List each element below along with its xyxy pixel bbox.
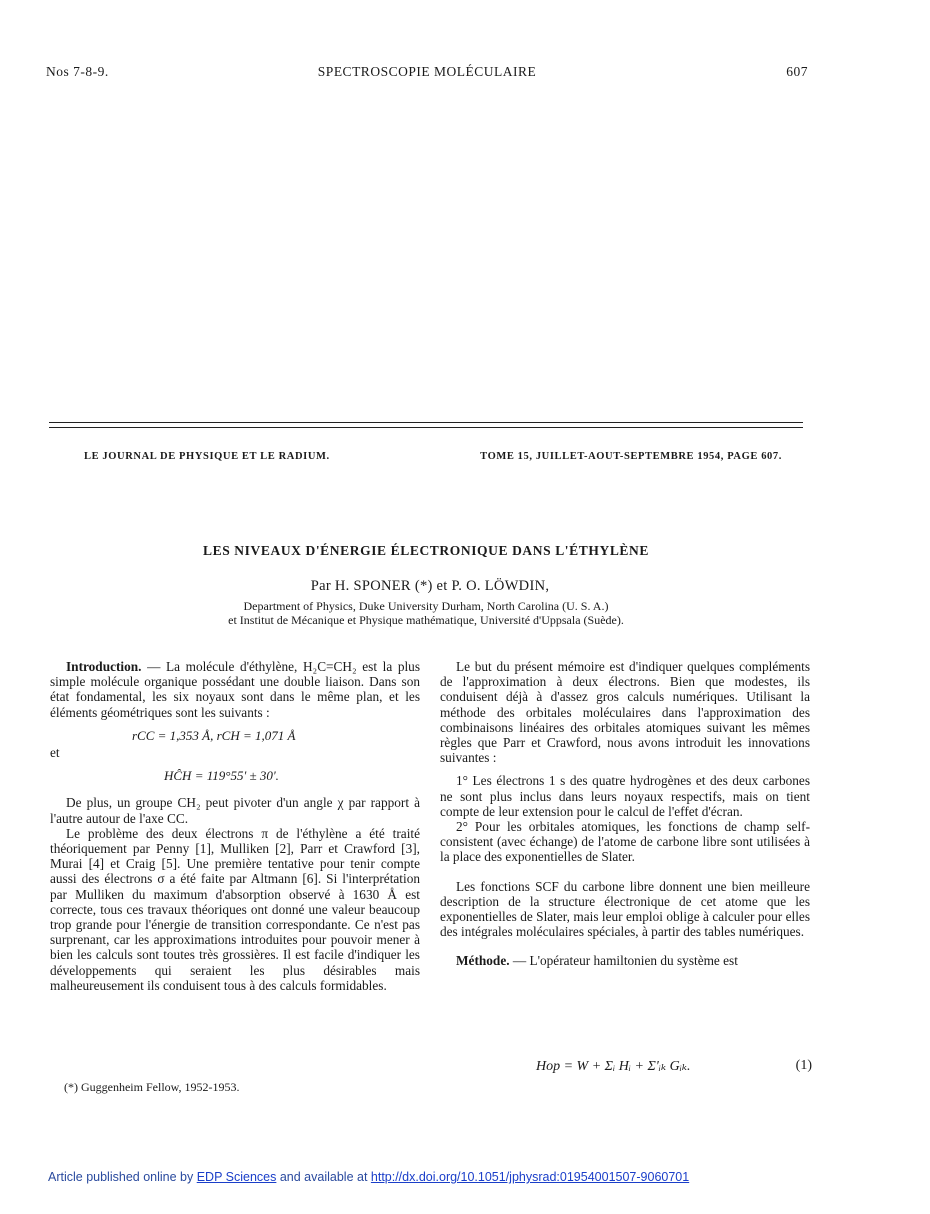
affiliation-uppsala: et Institut de Mécanique et Physique mathématique, Université d'Uppsala (Suède). bbox=[228, 613, 624, 627]
hamiltonian-expression: Hop = W + Σᵢ Hᵢ + Σ'ᵢₖ Gᵢₖ. bbox=[536, 1059, 691, 1074]
methode-heading: Méthode. bbox=[456, 953, 510, 969]
doi-link[interactable]: http://dx.doi.org/10.1051/jphysrad:01954001507-9060701 bbox=[370, 1170, 690, 1184]
header-rule-bottom bbox=[49, 427, 803, 428]
article-title: LES NIVEAUX D'ÉNERGIE ÉLECTRONIQUE DANS L'ÉTHYLÈNE bbox=[203, 543, 649, 558]
paragraph-goal: Le but du présent mémoire est d'indiquer quelques compléments de l'approximation à deux électrons. Bien que modestes, ils conduisent déjà à d'assez gros calculs numériques. Utilisant la méthode des orbitales moléculaires dans l'approximation des combinaisons linéaires des orbitales atomiques suivant les mêmes règles que Parr et Crawford, nous avons introduit les innovations suivantes : bbox=[440, 659, 810, 766]
section-title: SPECTROSCOPIE MOLÉCULAIRE bbox=[317, 64, 537, 79]
innovation-item-1: 1° Les électrons 1 s des quatre hydrogènes et des deux carbones ne sont plus inclus dans leurs noyaux respectifs, mais on tient compte de leur extension pour le calcul de l'effet d'écran. bbox=[440, 773, 810, 819]
et-word: et bbox=[50, 745, 60, 761]
publication-footer bbox=[48, 1170, 689, 1184]
footnote: (*) Guggenheim Fellow, 1952-1953. bbox=[64, 1080, 240, 1094]
affiliation-duke: Department of Physics, Duke University Durham, North Carolina (U. S. A.) bbox=[243, 599, 609, 613]
bond-lengths-equation: rCC = 1,353 Å, rCH = 1,071 Å bbox=[132, 727, 296, 743]
intro-paragraph bbox=[50, 659, 420, 720]
intro-heading: Introduction. bbox=[66, 659, 142, 674]
article-authors: Par H. SPONER (*) et P. O. LÖWDIN, bbox=[310, 578, 550, 594]
journal-volume: TOME 15, JUILLET-AOUT-SEPTEMBRE 1954, PAGE 607. bbox=[480, 451, 782, 462]
running-header bbox=[46, 64, 808, 84]
innovation-item-2: 2° Pour les orbitales atomiques, les fonctions de champ self-consistent (avec échange) de l'atome de carbone libre sont utilisées à la place des exponentielles de Slater. bbox=[440, 819, 810, 865]
page-number: 607 bbox=[786, 64, 808, 79]
angle-equation: HĈH = 119°55' ± 30'. bbox=[164, 768, 279, 784]
methode-text: — L'opérateur hamiltonien du système est bbox=[509, 953, 738, 969]
paragraph-scf: Les fonctions SCF du carbone libre donnent une bien meilleure description de la structure électronique de cet atome que les exponentielles de Slater, mais leur emploi oblige à calculer pour elles des intégrales moléculaires spéciales, à partir des tables numériques. bbox=[440, 878, 810, 940]
paragraph-ch2-rotation: De plus, un groupe CH₂ peut pivoter d'un angle χ par rapport à l'autre autour de l'axe CC. bbox=[50, 795, 420, 826]
header-rule-top bbox=[49, 422, 803, 423]
right-column bbox=[440, 659, 810, 969]
intro-text: — La molécule d'éthylène, H₂C=CH₂ est la plus simple molécule organique possédant une double liaison. Dans son état fondamental, les six noyaux sont dans le même plan, et les éléments géométriques sont les suivants : bbox=[50, 659, 420, 720]
publisher-link[interactable]: EDP Sciences bbox=[196, 1170, 277, 1184]
methode-paragraph bbox=[440, 953, 810, 968]
footer-middle: and available at bbox=[276, 1170, 371, 1184]
paragraph-pi-electrons: Le problème des deux électrons π de l'éthylène a été traité théoriquement par Penny [1], Mulliken [2], Parr et Crawford [3], Murai [4] et Craig [5]. Une première tentative pour tenir compte aussi des électrons σ a été faite par Altmann [6]. Si l'interprétation par Mulliken du maximum d'absorption observé à 1630 Å est correcte, tous ces travaux théoriques ont donné une valeur beaucoup trop grande pour l'énergie de transition correspondante. Ce n'est pas surprenant, car les approximations introduites pour pouvoir mener à bien les calculs sont toutes très grossières. Il est facile d'indiquer les développements qui seraient les plus désirables mais malheureusement ils conduisent tous à des calculs formidables. bbox=[50, 825, 420, 993]
equation-number: (1) bbox=[795, 1058, 812, 1073]
journal-name: LE JOURNAL DE PHYSIQUE ET LE RADIUM. bbox=[84, 451, 330, 462]
footer-prefix: Article published online by bbox=[48, 1170, 197, 1184]
issue-number: Nos 7-8-9. bbox=[46, 64, 109, 79]
left-column bbox=[50, 659, 420, 993]
